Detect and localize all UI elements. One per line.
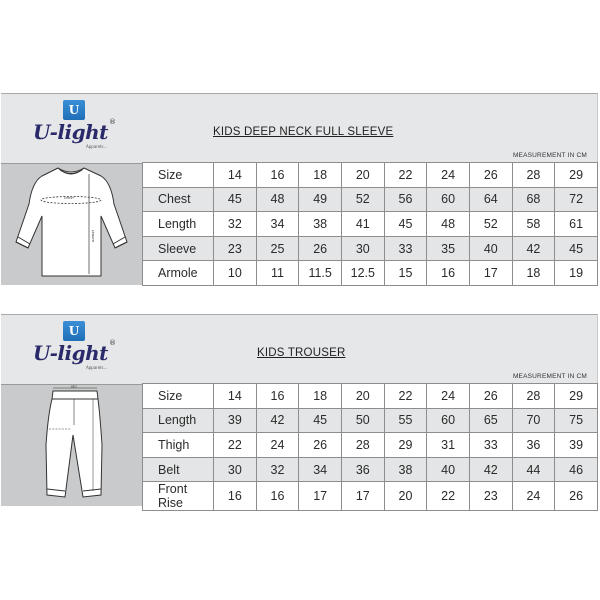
cell: 26 [555, 482, 598, 511]
size-table-tshirt [142, 162, 598, 286]
cell: 72 [555, 187, 598, 212]
cell: 64 [469, 187, 512, 212]
cell: 20 [341, 163, 384, 188]
cell: 32 [214, 212, 257, 237]
table-row-front-rise [143, 482, 598, 511]
logo-badge-icon: U [63, 321, 85, 341]
brand-logo [31, 321, 121, 376]
row-label: Size [143, 163, 214, 188]
cell: 22 [214, 433, 257, 458]
table-row-sleeve [143, 236, 598, 261]
cell: 14 [214, 384, 257, 409]
cell: 16 [256, 163, 299, 188]
size-chart-panel-trouser [1, 314, 598, 511]
svg-text:CHEST: CHEST [64, 196, 74, 200]
cell: 16 [214, 482, 257, 511]
size-chart-panel-tshirt [1, 93, 598, 285]
row-label: Armole [143, 261, 214, 286]
table-row-size [143, 384, 598, 409]
cell: 23 [214, 236, 257, 261]
logo-wordmark: U-light [33, 120, 108, 144]
logo-wordmark: U-light [33, 341, 108, 365]
logo-subtitle: Apparels... [86, 365, 108, 370]
cell: 48 [256, 187, 299, 212]
cell: 15 [384, 261, 427, 286]
cell: 49 [299, 187, 342, 212]
cell: 45 [299, 408, 342, 433]
row-label: Sleeve [143, 236, 214, 261]
cell: 41 [341, 212, 384, 237]
cell: 26 [299, 433, 342, 458]
cell: 28 [341, 433, 384, 458]
cell: 24 [512, 482, 555, 511]
cell: 17 [341, 482, 384, 511]
cell: 14 [214, 163, 257, 188]
row-label: Length [143, 408, 214, 433]
cell: 30 [214, 457, 257, 482]
cell: 40 [427, 457, 470, 482]
cell: 24 [256, 433, 299, 458]
cell: 52 [341, 187, 384, 212]
tshirt-diagram-icon [1, 164, 142, 286]
cell: 40 [469, 236, 512, 261]
table-row-length [143, 408, 598, 433]
brand-logo [31, 100, 121, 155]
cell: 38 [299, 212, 342, 237]
cell: 26 [469, 163, 512, 188]
cell: 11.5 [299, 261, 342, 286]
cell: 52 [469, 212, 512, 237]
cell: 19 [555, 261, 598, 286]
cell: 22 [384, 163, 427, 188]
cell: 33 [384, 236, 427, 261]
cell: 28 [512, 384, 555, 409]
cell: 30 [341, 236, 384, 261]
cell: 38 [384, 457, 427, 482]
cell: 58 [512, 212, 555, 237]
table-row-size [143, 163, 598, 188]
cell: 39 [214, 408, 257, 433]
cell: 42 [512, 236, 555, 261]
registered-mark: ® [109, 339, 116, 347]
table-row-belt [143, 457, 598, 482]
cell: 45 [555, 236, 598, 261]
cell: 48 [427, 212, 470, 237]
cell: 29 [555, 163, 598, 188]
cell: 33 [469, 433, 512, 458]
svg-text:LENGTH: LENGTH [91, 230, 95, 243]
cell: 36 [512, 433, 555, 458]
cell: 34 [256, 212, 299, 237]
registered-mark: ® [109, 118, 116, 126]
cell: 20 [384, 482, 427, 511]
unit-note: MEASUREMENT IN CM [512, 152, 587, 159]
table-row-length [143, 212, 598, 237]
row-label: Belt [143, 457, 214, 482]
size-table-trouser [142, 383, 598, 511]
cell: 45 [384, 212, 427, 237]
table-row-chest [143, 187, 598, 212]
tshirt-illustration [1, 163, 142, 285]
cell: 16 [256, 384, 299, 409]
cell: 32 [256, 457, 299, 482]
cell: 35 [427, 236, 470, 261]
cell: 23 [469, 482, 512, 511]
svg-text:BELT: BELT [71, 385, 77, 389]
cell: 18 [299, 384, 342, 409]
trouser-illustration [1, 384, 142, 506]
cell: 17 [469, 261, 512, 286]
cell: 56 [384, 187, 427, 212]
cell: 31 [427, 433, 470, 458]
cell: 60 [427, 187, 470, 212]
cell: 16 [427, 261, 470, 286]
table-row-armole [143, 261, 598, 286]
cell: 26 [469, 384, 512, 409]
unit-note: MEASUREMENT IN CM [512, 373, 587, 380]
row-label: Thigh [143, 433, 214, 458]
row-label: Size [143, 384, 214, 409]
cell: 44 [512, 457, 555, 482]
chart-title: KIDS TROUSER [257, 347, 346, 359]
cell: 22 [384, 384, 427, 409]
logo-subtitle: Apparels... [86, 144, 108, 149]
cell: 26 [299, 236, 342, 261]
cell: 28 [512, 163, 555, 188]
row-label: Front Rise [143, 482, 214, 511]
cell: 29 [384, 433, 427, 458]
cell: 42 [469, 457, 512, 482]
cell: 24 [427, 384, 470, 409]
cell: 60 [427, 408, 470, 433]
cell: 61 [555, 212, 598, 237]
cell: 70 [512, 408, 555, 433]
cell: 46 [555, 457, 598, 482]
cell: 50 [341, 408, 384, 433]
chart-title: KIDS DEEP NECK FULL SLEEVE [213, 126, 394, 138]
cell: 18 [299, 163, 342, 188]
cell: 45 [214, 187, 257, 212]
row-label: Length [143, 212, 214, 237]
row-label: Chest [143, 187, 214, 212]
cell: 39 [555, 433, 598, 458]
cell: 24 [427, 163, 470, 188]
cell: 18 [512, 261, 555, 286]
cell: 12.5 [341, 261, 384, 286]
cell: 42 [256, 408, 299, 433]
cell: 20 [341, 384, 384, 409]
cell: 25 [256, 236, 299, 261]
cell: 10 [214, 261, 257, 286]
cell: 29 [555, 384, 598, 409]
cell: 75 [555, 408, 598, 433]
cell: 68 [512, 187, 555, 212]
cell: 22 [427, 482, 470, 511]
logo-badge-icon: U [63, 100, 85, 120]
table-row-thigh [143, 433, 598, 458]
cell: 11 [256, 261, 299, 286]
cell: 34 [299, 457, 342, 482]
cell: 17 [299, 482, 342, 511]
trouser-diagram-icon [1, 385, 142, 507]
cell: 65 [469, 408, 512, 433]
cell: 16 [256, 482, 299, 511]
cell: 36 [341, 457, 384, 482]
cell: 55 [384, 408, 427, 433]
